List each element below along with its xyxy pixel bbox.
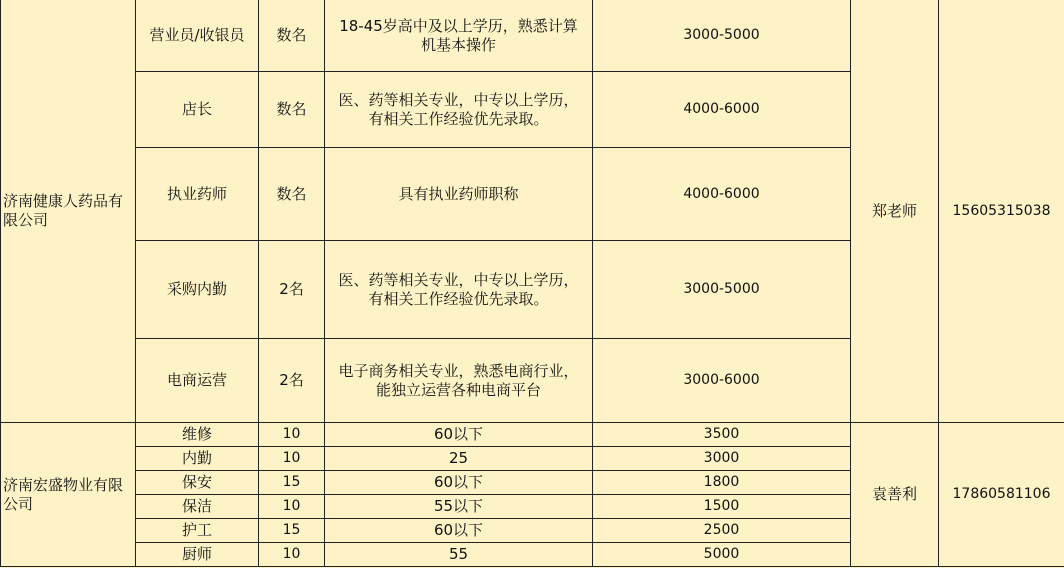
contact-phone: 17860581106 [939,423,1064,567]
position-count: 2名 [259,339,325,423]
position-title: 内勤 [136,447,259,471]
position-salary: 1500 [593,495,851,519]
position-requirement: 60以下 [325,471,593,495]
position-salary: 3000-6000 [593,339,851,423]
position-title: 保洁 [136,495,259,519]
position-count: 数名 [259,72,325,148]
position-salary: 4000-6000 [593,148,851,241]
position-count: 数名 [259,0,325,72]
position-salary: 2500 [593,519,851,543]
position-title: 营业员/收银员 [136,0,259,72]
position-title: 维修 [136,423,259,447]
position-count: 10 [259,423,325,447]
position-salary: 1800 [593,471,851,495]
position-title: 店长 [136,72,259,148]
position-title: 护工 [136,519,259,543]
position-count: 2名 [259,241,325,339]
table-row [1,0,1064,72]
table-row [1,423,1064,447]
position-salary: 3000-5000 [593,0,851,72]
position-count: 10 [259,447,325,471]
position-count: 15 [259,471,325,495]
position-count: 数名 [259,148,325,241]
position-salary: 3000-5000 [593,241,851,339]
position-requirement: 电子商务相关专业，熟悉电商行业， 能独立运营各种电商平台 [325,339,593,423]
position-title: 保安 [136,471,259,495]
position-salary: 5000 [593,543,851,567]
position-title: 执业药师 [136,148,259,241]
position-title: 电商运营 [136,339,259,423]
position-requirement: 具有执业药师职称 [325,148,593,241]
position-requirement: 55以下 [325,495,593,519]
position-title: 厨师 [136,543,259,567]
position-requirement: 60以下 [325,519,593,543]
contact-person: 袁善利 [851,423,939,567]
position-requirement: 55 [325,543,593,567]
position-salary: 3500 [593,423,851,447]
position-count: 10 [259,543,325,567]
position-count: 10 [259,495,325,519]
position-requirement: 18-45岁高中及以上学历，熟悉计算 机基本操作 [325,0,593,72]
position-count: 15 [259,519,325,543]
position-salary: 3000 [593,447,851,471]
contact-person: 郑老师 [851,0,939,423]
position-title: 采购内勤 [136,241,259,339]
position-requirement: 医、药等相关专业，中专以上学历， 有相关工作经验优先录取。 [325,241,593,339]
position-requirement: 医、药等相关专业，中专以上学历， 有相关工作经验优先录取。 [325,72,593,148]
position-requirement: 25 [325,447,593,471]
contact-phone: 15605315038 [939,0,1064,423]
position-salary: 4000-6000 [593,72,851,148]
company-name: 济南宏盛物业有限公司 [1,423,136,567]
company-name: 济南健康人药品有限公司 [1,0,136,423]
position-requirement: 60以下 [325,423,593,447]
